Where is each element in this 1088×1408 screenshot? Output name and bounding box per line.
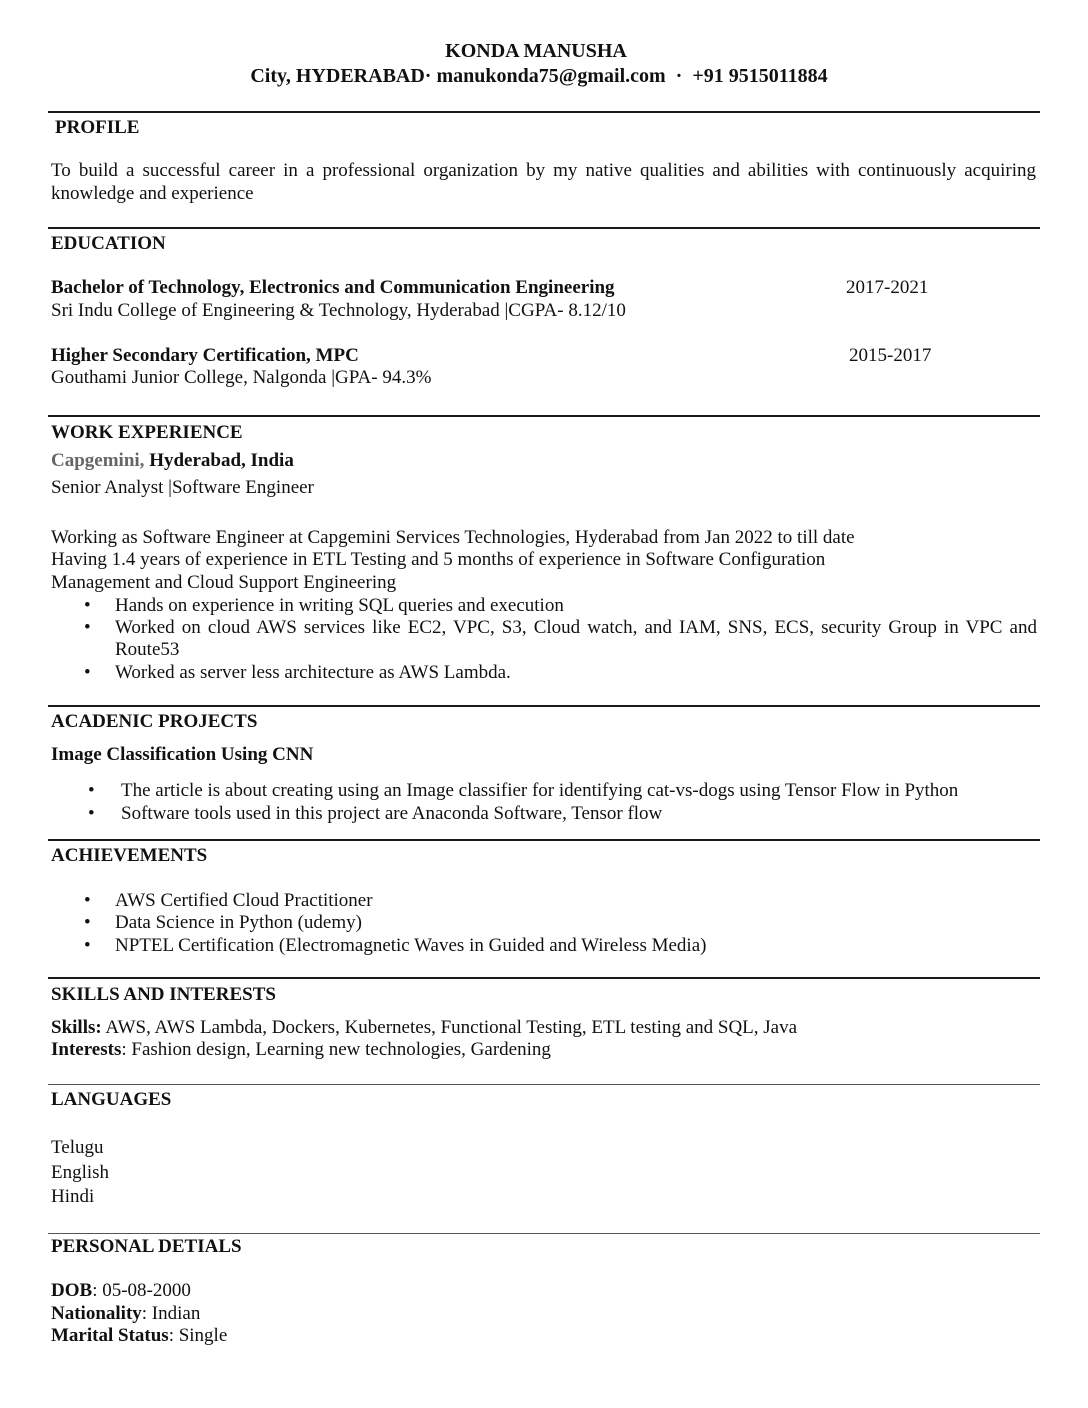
bullet-marker: • (84, 662, 91, 683)
bullet-marker: • (84, 617, 91, 638)
education-years: 2017-2021 (846, 277, 929, 298)
language-item: Hindi (51, 1186, 95, 1207)
bullet-marker: • (88, 780, 95, 801)
project-bullet-item: Software tools used in this project are Anaconda Software, Tensor flow (121, 803, 663, 824)
profile-text-line: To build a successful career in a professional organization by my native qualities and abilities with continuously acquiring (51, 160, 1036, 181)
section-heading-work: WORK EXPERIENCE (51, 422, 243, 443)
education-institution: Gouthami Junior College, Nalgonda |GPA- 94.3% (51, 367, 432, 388)
nationality-label: Nationality (51, 1303, 142, 1324)
skills-label: Skills: (51, 1017, 102, 1038)
section-divider (48, 415, 1040, 417)
contact-separator: · (675, 65, 683, 87)
dob-value: : 05-08-2000 (92, 1280, 191, 1301)
section-divider (48, 705, 1040, 707)
nationality-value: : Indian (141, 1303, 201, 1324)
contact-line (0, 65, 1078, 88)
work-location: Hyderabad, India (149, 450, 294, 471)
nationality-line (51, 1302, 200, 1325)
achievement-item: AWS Certified Cloud Practitioner (115, 890, 373, 911)
contact-email[interactable]: manukonda75@gmail.com (436, 65, 666, 87)
education-years: 2015-2017 (849, 345, 932, 366)
project-bullet-item: The article is about creating using an Image classifier for identifying cat-vs-dogs using Tensor Flow in Python (121, 780, 959, 801)
project-title: Image Classification Using CNN (51, 744, 314, 765)
work-summary-line: Management and Cloud Support Engineering (51, 572, 397, 593)
section-heading-projects: ACADENIC PROJECTS (51, 711, 258, 732)
section-divider (48, 111, 1040, 113)
candidate-name: KONDA MANUSHA (445, 40, 627, 62)
contact-phone: +91 9515011884 (692, 65, 828, 87)
language-item: Telugu (51, 1137, 104, 1158)
marital-label: Marital Status (51, 1325, 169, 1346)
profile-text-line: knowledge and experience (51, 183, 254, 204)
work-bullet-item: Worked on cloud AWS services like EC2, VPC, S3, Cloud watch, and IAM, SNS, ECS, security Group in VPC and (115, 617, 1037, 638)
work-bullet-item: Worked as server less architecture as AWS Lambda. (115, 662, 511, 683)
work-role: Senior Analyst |Software Engineer (51, 477, 314, 498)
contact-location: City, HYDERABAD (250, 65, 425, 87)
section-divider (48, 1233, 1040, 1234)
work-summary-line: Having 1.4 years of experience in ETL Testing and 5 months of experience in Software Configuration (51, 549, 826, 570)
work-summary-line: Working as Software Engineer at Capgemini Services Technologies, Hyderabad from Jan 2022 to till date (51, 527, 855, 548)
marital-line (51, 1324, 227, 1347)
achievement-item: Data Science in Python (udemy) (115, 912, 362, 933)
language-item: English (51, 1162, 110, 1183)
section-divider (48, 977, 1040, 979)
bullet-marker: • (84, 912, 91, 933)
dob-label: DOB (51, 1280, 93, 1301)
achievement-item: NPTEL Certification (Electromagnetic Waves in Guided and Wireless Media) (115, 935, 707, 956)
interests-value: : Fashion design, Learning new technologies, Gardening (121, 1039, 551, 1060)
bullet-marker: • (84, 935, 91, 956)
skills-line (51, 1016, 797, 1039)
section-heading-achievements: ACHIEVEMENTS (51, 845, 208, 866)
education-institution: Sri Indu College of Engineering & Technology, Hyderabad |CGPA- 8.12/10 (51, 300, 626, 321)
work-company: Capgemini, (51, 450, 145, 471)
section-divider (48, 839, 1040, 841)
section-heading-education: EDUCATION (51, 233, 166, 254)
bullet-marker: • (84, 890, 91, 911)
marital-value: : Single (168, 1325, 228, 1346)
section-heading-skills: SKILLS AND INTERESTS (51, 984, 276, 1005)
education-degree: Bachelor of Technology, Electronics and Communication Engineering (51, 277, 615, 298)
work-bullet-item-continued: Route53 (115, 639, 180, 660)
work-bullet-item: Hands on experience in writing SQL queries and execution (115, 595, 564, 616)
bullet-marker: • (84, 595, 91, 616)
section-divider (48, 227, 1040, 229)
section-heading-personal: PERSONAL DETIALS (51, 1236, 242, 1257)
interests-label: Interests (51, 1039, 122, 1060)
education-degree: Higher Secondary Certification, MPC (51, 345, 359, 366)
section-heading-languages: LANGUAGES (51, 1089, 172, 1110)
skills-value: AWS, AWS Lambda, Dockers, Kubernetes, Functional Testing, ETL testing and SQL, Java (101, 1017, 798, 1038)
contact-separator: · (424, 65, 432, 87)
work-company-line (51, 449, 294, 472)
dob-line (51, 1279, 191, 1302)
section-divider (48, 1084, 1040, 1085)
bullet-marker: • (88, 803, 95, 824)
section-heading-profile: PROFILE (55, 117, 140, 138)
interests-line (51, 1038, 551, 1061)
